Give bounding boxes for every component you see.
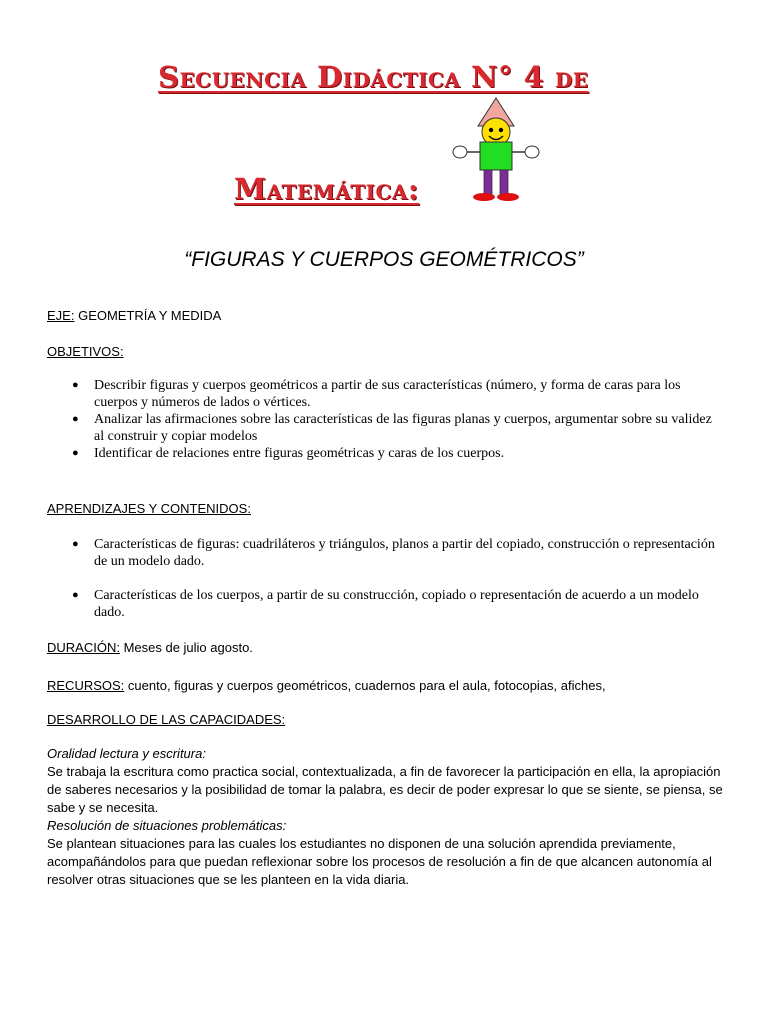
eje-value: GEOMETRÍA Y MEDIDA — [74, 308, 222, 323]
document-subtitle: “FIGURAS Y CUERPOS GEOMÉTRICOS” — [184, 248, 584, 271]
robot-clipart — [444, 96, 548, 206]
aprendizaje-item: ● Características de figuras: cuadriláteros y triángulos, planos a partir del copiado, construcción o representación de un modelo dado. — [72, 536, 722, 570]
title-line-2: Matemática: — [234, 172, 420, 206]
oralidad-text: Se trabaja la escritura como practica social, contextualizada, a fin de favorecer la participación en ella, la apropiación de saberes necesarios y la posibilidad de tomar la palabra, es decir de poder expresar lo que se siente, se piensa, se sabe y se necesita. — [47, 764, 723, 815]
aprendizajes-list — [72, 536, 722, 570]
recursos-line — [47, 677, 606, 694]
objetivo-item: ● Describir figuras y cuerpos geométricos a partir de sus características (número, y forma de caras para los cuerpos y números de lados o vértices. — [72, 377, 722, 411]
duracion-line — [47, 639, 253, 656]
eje-label: EJE: — [47, 308, 75, 323]
desarrollo-body — [47, 745, 737, 889]
resolucion-title: Resolución de situaciones problemáticas: — [47, 818, 287, 833]
oralidad-title: Oralidad lectura y escritura: — [47, 746, 206, 761]
aprendizajes-heading: APRENDIZAJES Y CONTENIDOS: — [47, 501, 251, 516]
eje-line — [47, 307, 221, 324]
objetivo-item: ● Analizar las afirmaciones sobre las características de las figuras planas y cuerpos, argumentar sobre su validez al construir y copiar modelos — [72, 411, 722, 445]
duracion-label: DURACIÓN: — [47, 640, 120, 655]
duracion-value: Meses de julio agosto. — [119, 640, 253, 655]
recursos-label: RECURSOS: — [47, 678, 125, 693]
aprendizaje-item: ● Características de los cuerpos, a partir de su construcción, copiado o representación de acuerdo a un modelo dado. — [72, 587, 722, 621]
aprendizajes-list-2 — [72, 587, 722, 621]
title-line-1: Secuencia Didáctica N° 4 de — [158, 60, 589, 94]
recursos-value: cuento, figuras y cuerpos geométricos, cuadernos para el aula, fotocopias, afiches, — [124, 678, 606, 693]
objetivo-item: ● Identificar de relaciones entre figuras geométricas y caras de los cuerpos. — [72, 445, 722, 462]
desarrollo-heading: DESARROLLO DE LAS CAPACIDADES: — [47, 712, 286, 727]
objetivos-heading: OBJETIVOS: — [47, 344, 124, 359]
objetivos-list — [72, 377, 722, 462]
resolucion-text: Se plantean situaciones para las cuales los estudiantes no disponen de una solución aprendida previamente, acompañándolos para que puedan reflexionar sobre los procesos de resolución a fin de que alcancen autonomía al resolver otras situaciones que se les planteen en la vida diaria. — [47, 836, 712, 887]
